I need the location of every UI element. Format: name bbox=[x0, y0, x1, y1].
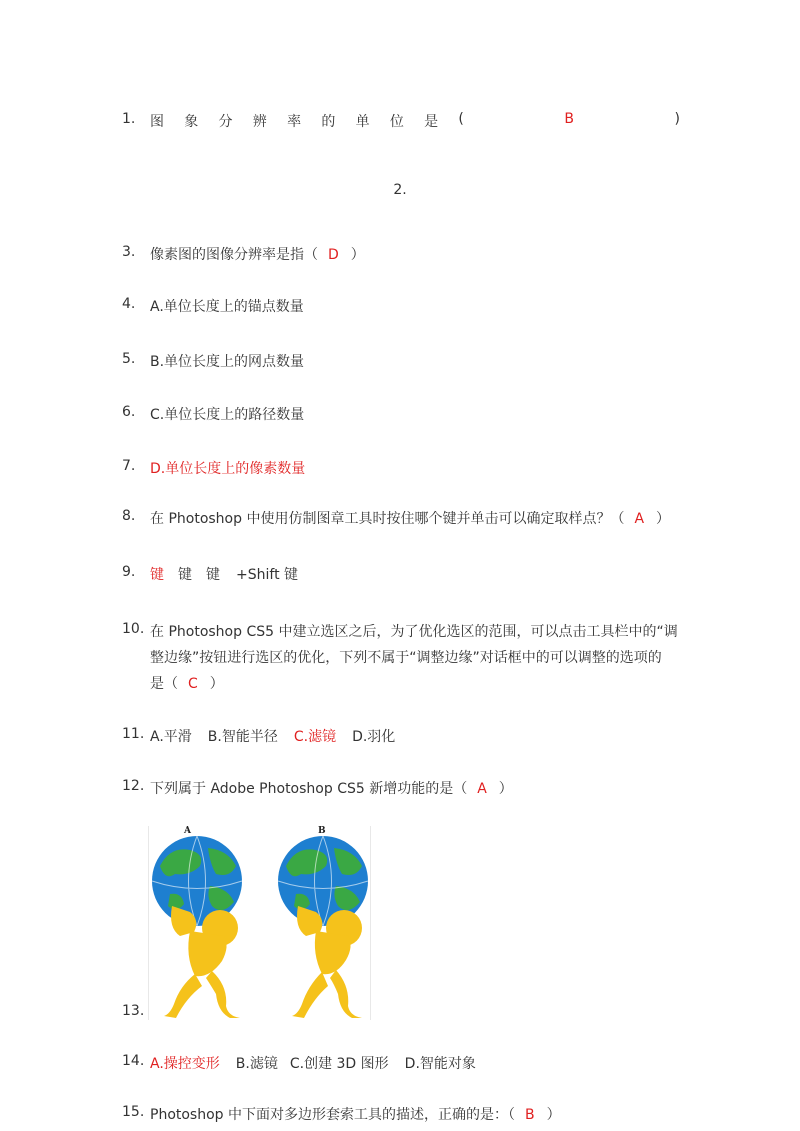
option-b: B.滤镜 bbox=[235, 1056, 278, 1072]
option-c: C.创建 3D 图形 bbox=[289, 1056, 389, 1072]
correct-option-text: D.单位长度上的像素数量 bbox=[150, 461, 306, 477]
question-text bbox=[150, 1104, 561, 1124]
answer-letter: B bbox=[564, 111, 574, 127]
option-text: C.单位长度上的路径数量 bbox=[150, 407, 305, 423]
option-a: A.操控变形 bbox=[150, 1056, 220, 1072]
answer-letter: A bbox=[634, 511, 645, 527]
question-number: 7. bbox=[122, 458, 136, 474]
question-number: 3. bbox=[122, 244, 136, 260]
question-number: 10. bbox=[122, 621, 145, 637]
option-b: B.智能半径 bbox=[207, 729, 278, 745]
figure-label-a: A bbox=[184, 826, 191, 836]
atlas-figure-b bbox=[276, 836, 372, 1020]
char: 分 bbox=[218, 114, 233, 130]
key-option: +Shift 键 bbox=[236, 567, 299, 583]
question-text bbox=[150, 244, 365, 264]
question-text bbox=[150, 508, 670, 528]
option-text bbox=[150, 564, 298, 584]
answer-letter: D bbox=[328, 247, 339, 263]
text-pre: 下列属于 Adobe Photoshop CS5 新增功能的是（ bbox=[150, 781, 468, 797]
char: ( bbox=[458, 111, 464, 127]
question-line-3 bbox=[150, 673, 224, 693]
text-post: ） bbox=[209, 676, 224, 692]
option-c: C.滤镜 bbox=[293, 729, 337, 745]
option-text: A.单位长度上的锚点数量 bbox=[150, 299, 304, 315]
text-post: ） bbox=[546, 1107, 561, 1123]
question-number: 13. bbox=[122, 1003, 145, 1019]
question-number: 11. bbox=[122, 726, 145, 742]
answer-letter: A bbox=[477, 781, 487, 797]
question-number: 15. bbox=[122, 1104, 145, 1120]
char: 率 bbox=[287, 114, 302, 130]
text-pre: Photoshop 中下面对多边形套索工具的描述，正确的是：（ bbox=[150, 1107, 516, 1123]
question-number: 6. bbox=[122, 404, 136, 420]
key-option: 键 bbox=[178, 567, 192, 583]
option-text: B.单位长度上的网点数量 bbox=[150, 354, 305, 370]
question-line-2: 整边缘”按钮进行选区的优化，下列不属于“调整边缘”对话框中的可以调整的选项的 bbox=[150, 650, 662, 666]
question-number: 8. bbox=[122, 508, 136, 524]
char: 图 bbox=[150, 114, 164, 130]
text-post: ） bbox=[656, 511, 671, 527]
figure-label-b: B bbox=[318, 826, 326, 836]
figure-border bbox=[148, 826, 149, 1020]
question-text bbox=[150, 778, 513, 798]
option-d: D.羽化 bbox=[352, 729, 396, 745]
question-number: 5. bbox=[122, 351, 136, 367]
question-2: 2. bbox=[393, 182, 407, 198]
char: 的 bbox=[321, 114, 336, 130]
question-number: 4. bbox=[122, 296, 136, 312]
char: 辨 bbox=[252, 114, 267, 130]
options bbox=[150, 726, 395, 746]
text-pre: 在 Photoshop 中使用仿制图章工具时按住哪个键并单击可以确定取样点？（ bbox=[150, 511, 625, 527]
key-option: 键 bbox=[206, 567, 220, 583]
atlas-figure-a bbox=[150, 836, 250, 1020]
char: ) bbox=[674, 111, 680, 127]
text-pre: 像素图的图像分辨率是指（ bbox=[150, 247, 318, 263]
answer-key: 键 bbox=[150, 567, 164, 583]
char: 象 bbox=[184, 114, 199, 130]
char: 是 bbox=[424, 114, 439, 130]
question-number: 12. bbox=[122, 778, 145, 794]
answer-letter: B bbox=[525, 1107, 535, 1123]
text-post: ） bbox=[350, 247, 365, 263]
question-number: 14. bbox=[122, 1053, 145, 1069]
text-pre: 是（ bbox=[150, 676, 178, 692]
answer-letter: C bbox=[188, 676, 198, 692]
option-d: D.智能对象 bbox=[404, 1056, 476, 1072]
char: 位 bbox=[389, 114, 404, 130]
question-number: 9. bbox=[122, 564, 136, 580]
atlas-figure-comparison bbox=[148, 826, 371, 1020]
options bbox=[150, 1053, 476, 1073]
char: 单 bbox=[355, 114, 370, 130]
question-line-1: 在 Photoshop CS5 中建立选区之后，为了优化选区的范围，可以点击工具栏中的“调 bbox=[150, 624, 678, 640]
option-a: A.平滑 bbox=[150, 729, 192, 745]
text-post: ） bbox=[498, 781, 513, 797]
question-text bbox=[150, 111, 680, 131]
question-number: 1. bbox=[122, 111, 136, 127]
